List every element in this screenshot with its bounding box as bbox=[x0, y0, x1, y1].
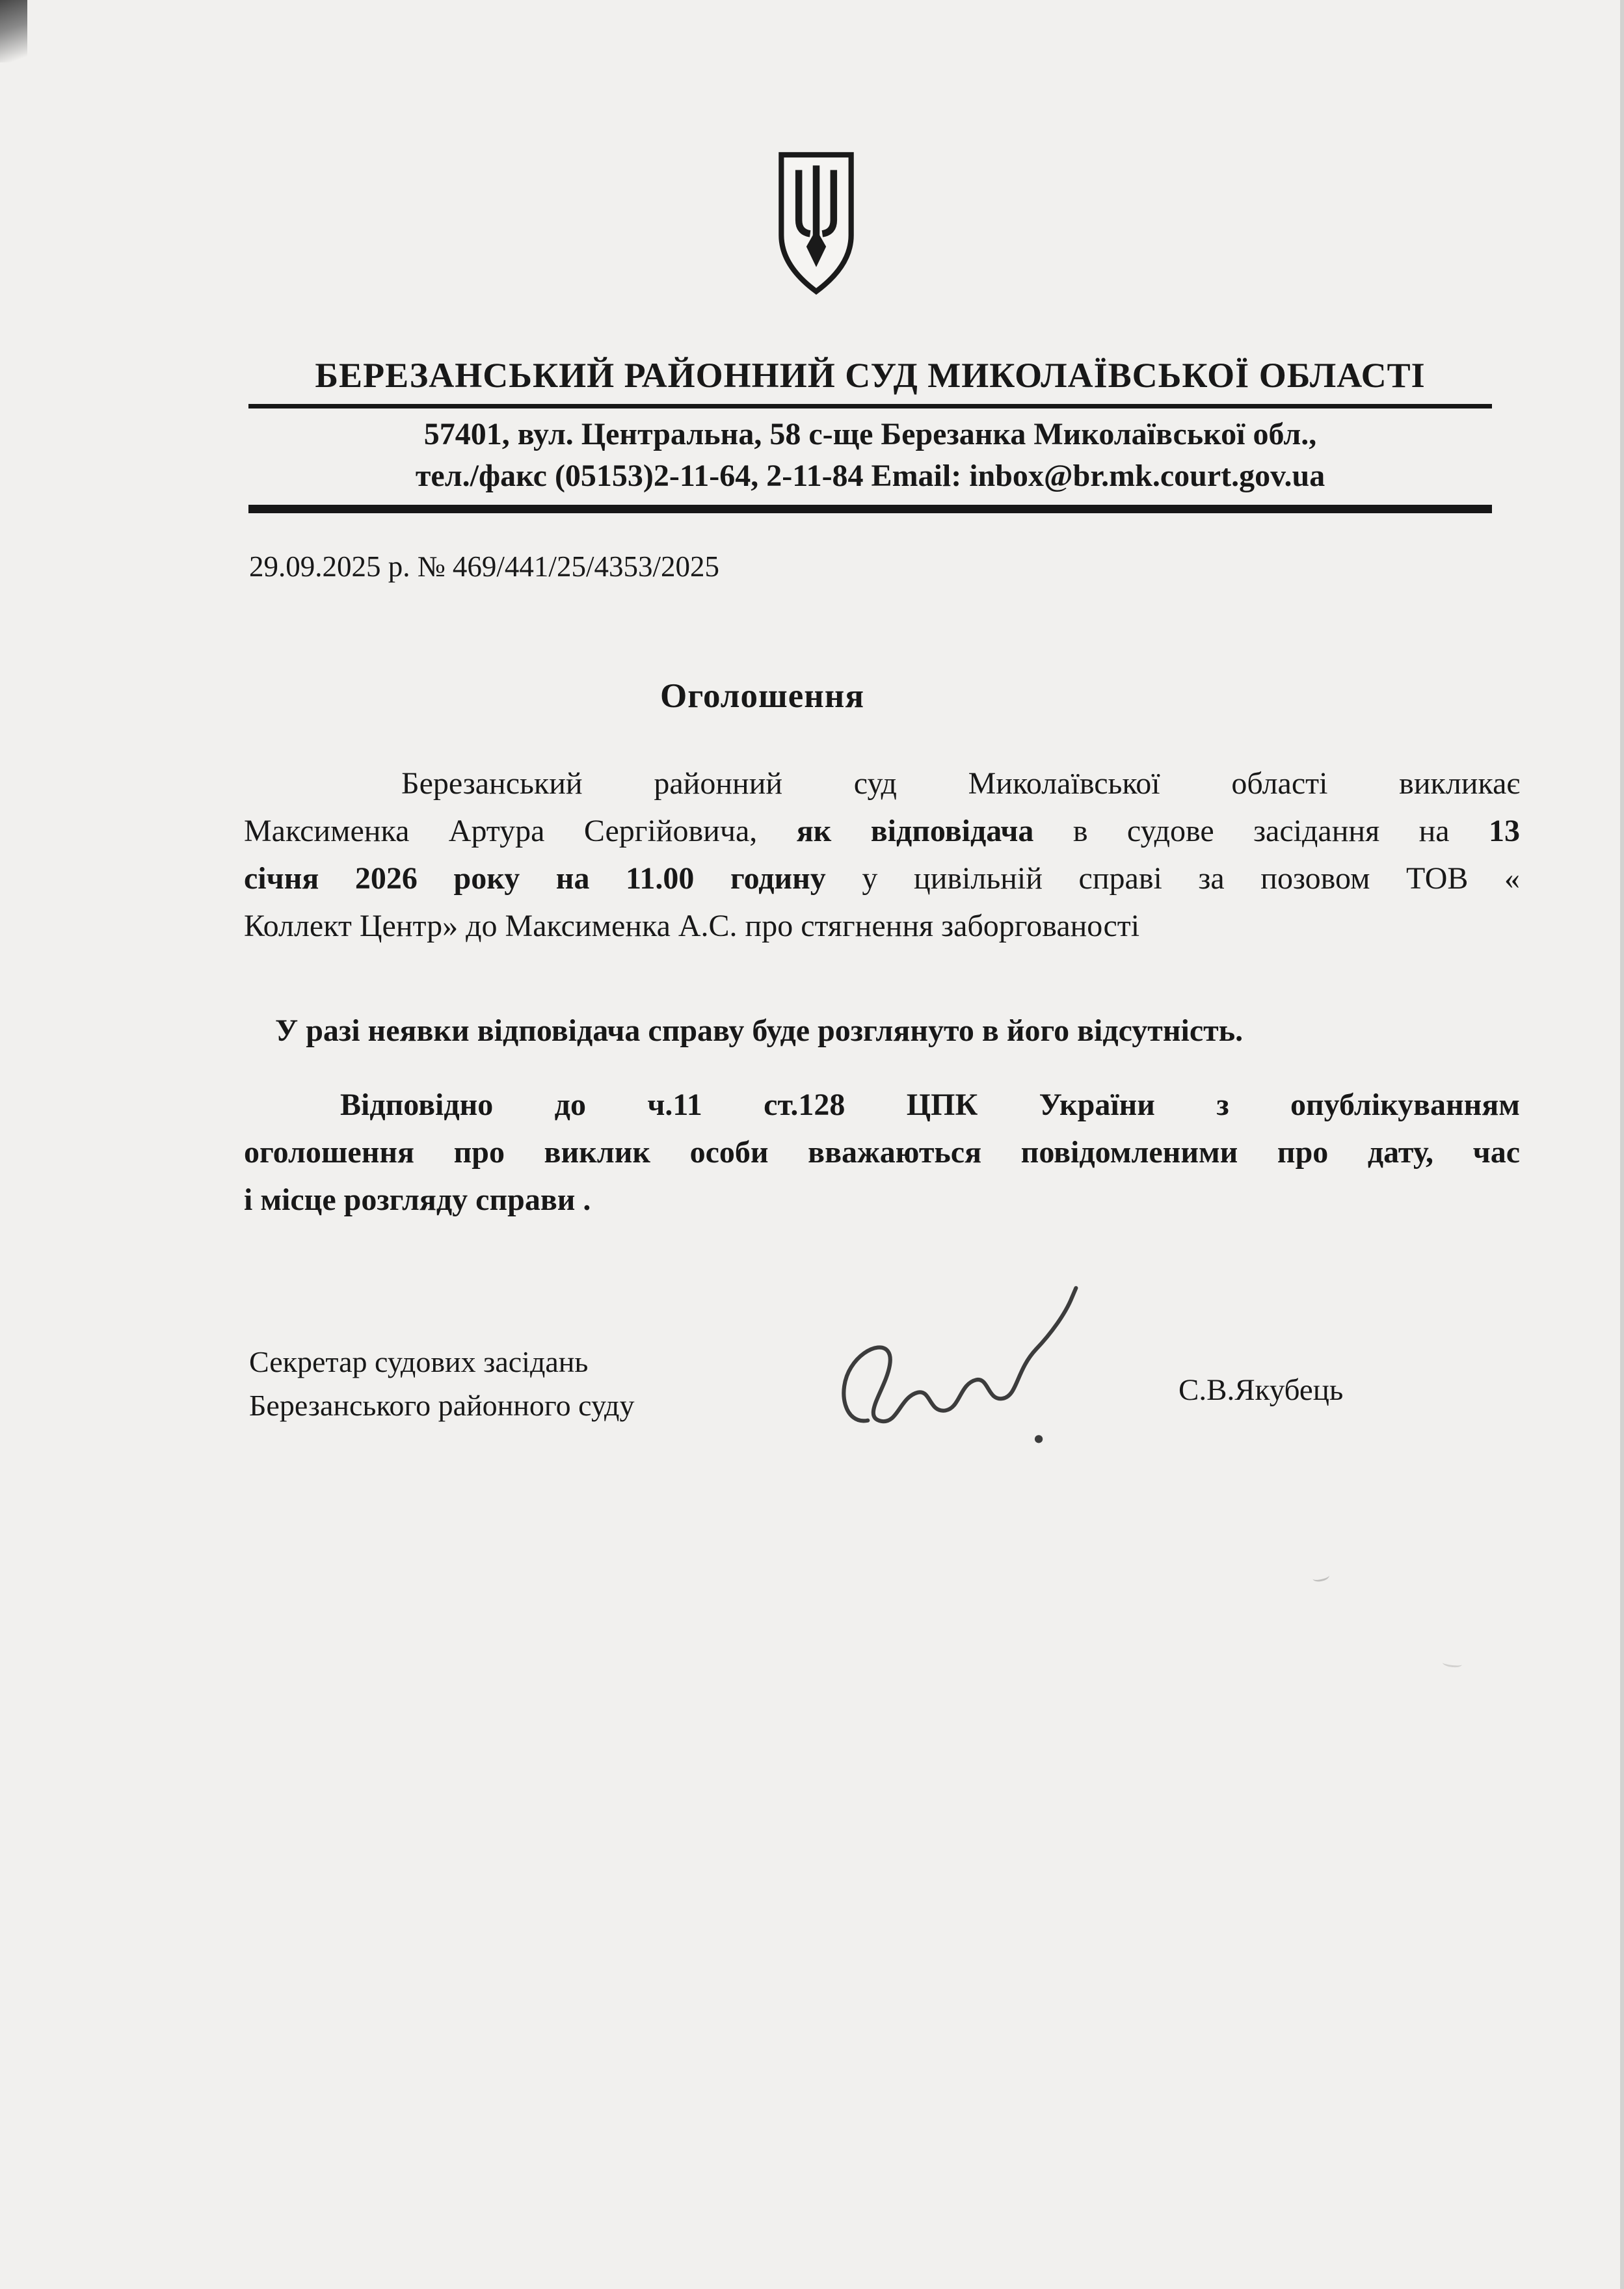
header-rule-top bbox=[248, 404, 1492, 408]
text-run: як відповідача bbox=[796, 814, 1034, 848]
document-title: Оголошення bbox=[659, 677, 865, 715]
paragraph-line: Відповідно до ч.11 ст.128 ЦПК України з опублікуванням bbox=[340, 1088, 1520, 1122]
paragraph-line: оголошення про виклик особи вважаються повідомленими про дату, час bbox=[244, 1135, 1520, 1170]
handwritten-signature-icon bbox=[831, 1276, 1124, 1465]
text-run: січня 2026 року на 11.00 годину bbox=[244, 861, 826, 896]
scan-artifact-right-edge bbox=[1620, 0, 1624, 2289]
signatory-name: С.В.Якубець bbox=[1178, 1373, 1344, 1407]
paragraph-line bbox=[244, 902, 1520, 950]
scan-artifact-corner bbox=[0, 0, 27, 62]
signatory-role-line2: Березанського районного суду bbox=[249, 1389, 635, 1422]
paragraph-line bbox=[244, 760, 1520, 807]
body-paragraph-legal-basis bbox=[244, 1081, 1520, 1224]
text-run: у цивільній справі за позовом ТОВ « bbox=[825, 861, 1521, 896]
body-paragraph-summons bbox=[244, 760, 1520, 950]
text-run: Березанський районний суд Миколаївської області викликає bbox=[401, 766, 1520, 801]
court-contacts: тел./факс (05153)2-11-64, 2-11-84 Email: inbox@br.mk.court.gov.ua bbox=[415, 459, 1325, 493]
text-run: Коллект Центр» до Максименка А.С. про стягнення заборгованості bbox=[244, 909, 1140, 943]
paragraph-line bbox=[244, 855, 1520, 902]
scan-speck bbox=[1443, 1659, 1463, 1668]
paragraph-line bbox=[244, 807, 1520, 855]
court-address: 57401, вул. Центральна, 58 с-ще Березанка Миколаївської обл., bbox=[423, 417, 1317, 451]
signatory-role-line1: Секретар судових засідань bbox=[249, 1345, 589, 1378]
header-rule-bottom bbox=[248, 505, 1492, 513]
body-paragraph-absence-warning: У разі неявки відповідача справу буде розглянуто в його відсутність. bbox=[275, 1013, 1244, 1048]
ukraine-trident-emblem-icon bbox=[771, 150, 862, 297]
paragraph-line: і місце розгляду справи . bbox=[244, 1183, 591, 1217]
scan-speck bbox=[1312, 1571, 1330, 1583]
court-letterhead bbox=[248, 355, 1492, 513]
text-run: Максименка Артура Сергійовича, bbox=[244, 814, 797, 848]
reference-number-line: 29.09.2025 р. № 469/441/25/4353/2025 bbox=[249, 550, 719, 583]
court-name: БЕРЕЗАНСЬКИЙ РАЙОННИЙ СУД МИКОЛАЇВСЬКОЇ ОБЛАСТІ bbox=[315, 356, 1426, 395]
signatory-role bbox=[249, 1340, 634, 1427]
text-run: в судове засідання на bbox=[1033, 814, 1489, 848]
text-run: 13 bbox=[1489, 814, 1521, 848]
